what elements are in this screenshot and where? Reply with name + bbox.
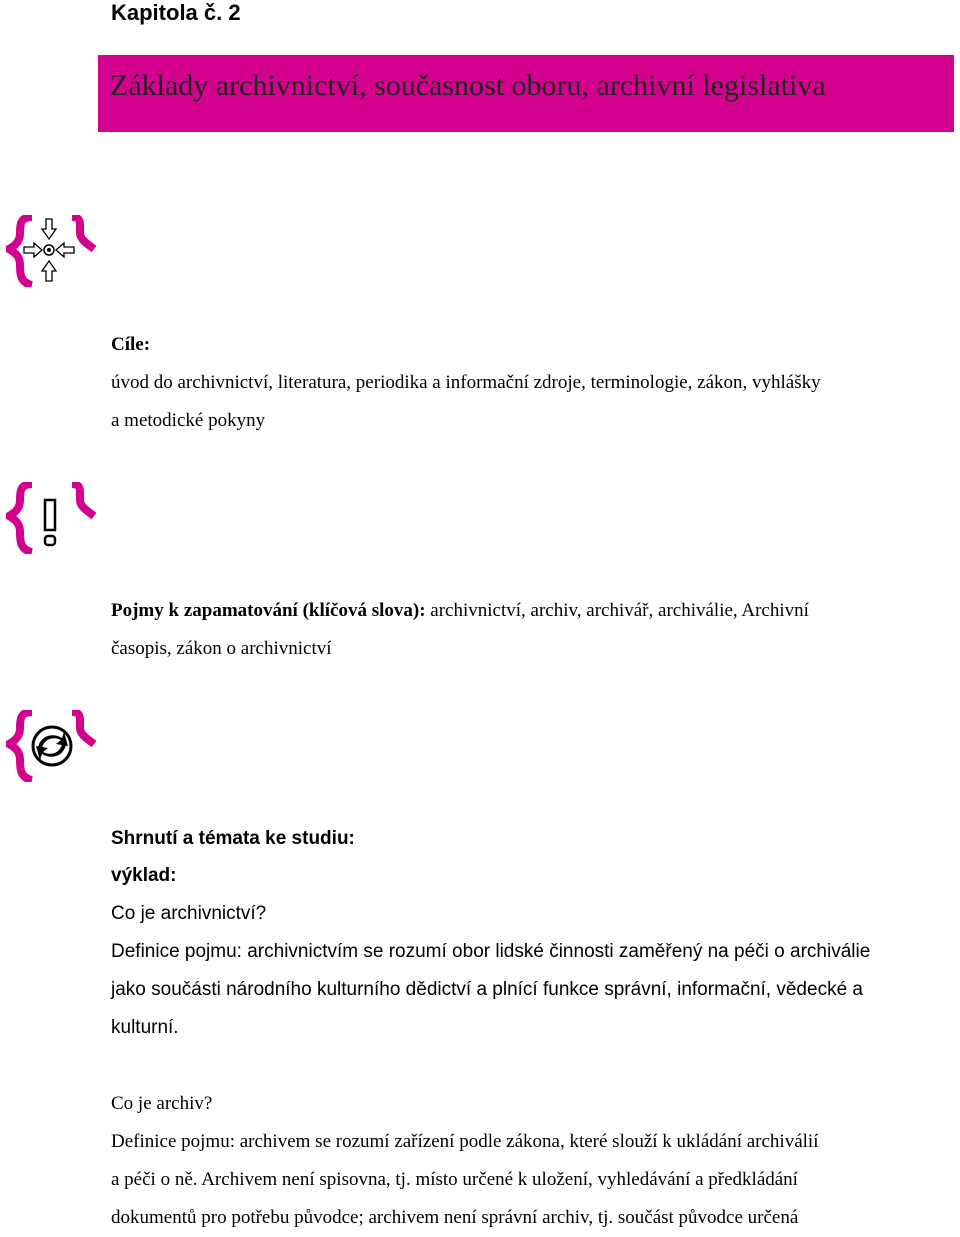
definition-archivnictvi-line1: Definice pojmu: archivnictvím se rozumí obor lidské činnosti zaměřený na péči o archiválie: [111, 941, 871, 962]
question-archivnictvi: Co je archivnictví?: [111, 903, 267, 924]
definition-archiv-line1: Definice pojmu: archivem se rozumí zařízení podle zákona, které slouží k ukládání archiválií: [111, 1131, 819, 1152]
keywords-line1: [111, 592, 809, 630]
summary-subheading: výklad:: [111, 865, 177, 886]
keywords-line2: časopis, zákon o archivnictví: [111, 638, 332, 659]
title-banner: [98, 55, 954, 132]
goals-icon: [6, 215, 96, 287]
definition-archiv-line2: a péči o ně. Archivem není spisovna, tj. místo určené k uložení, vyhledávání a předkládání: [111, 1169, 798, 1190]
goals-text-line2: a metodické pokyny: [111, 410, 266, 431]
summary-icon: [6, 710, 96, 782]
keywords-list: archivnictví, archiv, archivář, archiválie, Archivní: [425, 600, 809, 621]
keywords-label: Pojmy k zapamatování (klíčová slova):: [111, 600, 426, 621]
chapter-label: Kapitola č. 2: [111, 0, 241, 25]
page-title: Základy archivnictví, současnost oboru, archivní legislativa: [110, 69, 826, 102]
question-archiv: Co je archiv?: [111, 1093, 213, 1114]
definition-archiv-line3: dokumentů pro potřebu původce; archivem není správní archiv, tj. součást původce určená: [111, 1207, 799, 1228]
definition-archivnictvi-line3: kulturní.: [111, 1017, 179, 1038]
definition-archivnictvi-line2: jako součásti národního kulturního dědictví a plnící funkce správní, informační, vědecké a: [111, 979, 863, 1000]
goals-heading: Cíle:: [111, 334, 151, 355]
attention-icon: [6, 482, 96, 554]
goals-text-line1: úvod do archivnictví, literatura, periodika a informační zdroje, terminologie, zákon, vyhlášky: [111, 372, 821, 393]
summary-heading: Shrnutí a témata ke studiu:: [111, 828, 355, 849]
